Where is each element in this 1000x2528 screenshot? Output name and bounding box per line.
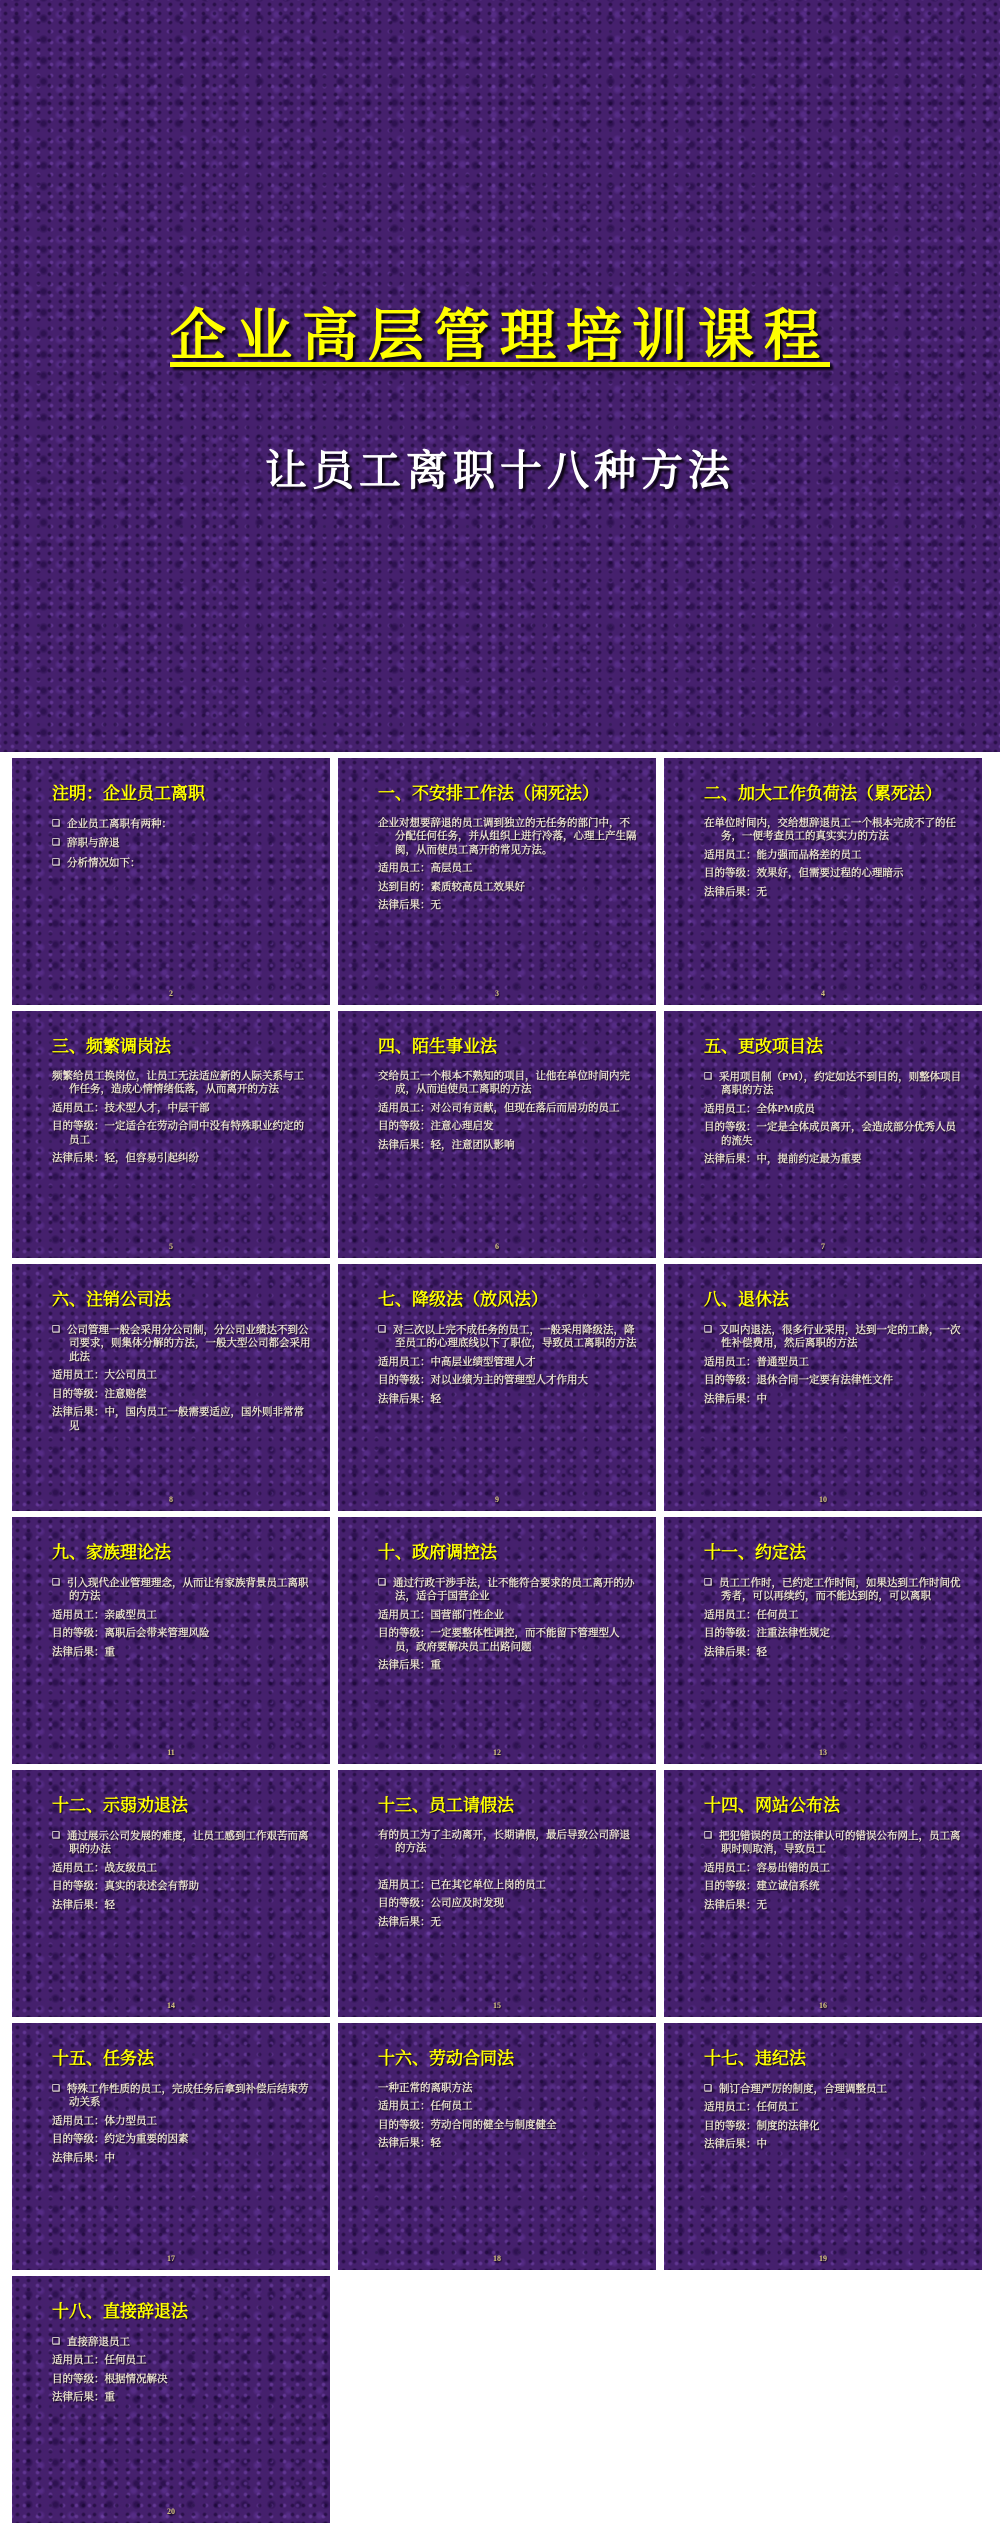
slide-text-line: [52, 1369, 314, 1383]
slide-text-line: [52, 1576, 314, 1604]
slide-text: 适用员工：任何员工: [704, 2102, 799, 2114]
slide-text-line: [378, 2100, 640, 2114]
slide-thumbnail-20[interactable]: [12, 2276, 330, 2523]
slide-text: 采用项目制（PM），约定如达不到目的，则整体项目离职的方法: [719, 1071, 962, 1097]
slide-text-line: [704, 1374, 966, 1388]
slide-text-line: [52, 1323, 314, 1365]
slide-text-line: [704, 2120, 966, 2134]
square-bullet-icon: ❑: [52, 2082, 61, 2093]
slide-text-line: [704, 2082, 966, 2097]
slide-thumbnail-13[interactable]: [664, 1517, 982, 1764]
slide-text-line: [52, 2152, 314, 2166]
slide-body: [52, 2082, 314, 2166]
slide-text-line: [704, 849, 966, 863]
slide-text-line: [378, 2119, 640, 2133]
slide-page-number: 16: [819, 2001, 827, 2010]
slide-text-line: [52, 856, 314, 871]
slide-text-line: [704, 1609, 966, 1623]
square-bullet-icon: ❑: [378, 1323, 387, 1334]
slide-text: 法律后果：轻: [52, 1899, 115, 1911]
slide-body: [378, 817, 640, 913]
slide-text-line: [378, 1627, 640, 1654]
slide-text: 目的等级：一定适合在劳动合同中没有特殊职业约定的员工: [52, 1121, 304, 1146]
slide-text-line: [378, 1879, 640, 1893]
slide-text-line: [704, 1393, 966, 1407]
slide-text: 适用员工：战友级员工: [52, 1862, 157, 1874]
slide-text: 直接辞退员工: [67, 2336, 130, 2348]
square-bullet-icon: ❑: [704, 1829, 713, 1840]
slide-page-number: 12: [493, 1748, 501, 1757]
slide-text: 目的等级：离职后会带来管理风险: [52, 1628, 210, 1640]
slide-text: 目的等级：一定要整体性调控，而不能留下管理型人员，政府要解决员工出路问题: [378, 1628, 620, 1653]
slide-text-line: [704, 817, 966, 844]
slide-text: 法律后果：轻，但容易引起纠纷: [52, 1153, 199, 1165]
slide-text: 适用员工：任何员工: [378, 2101, 473, 2113]
title-slide[interactable]: [0, 0, 1000, 752]
slide-text-line: [378, 1102, 640, 1116]
slide-text-line: [378, 1139, 640, 1153]
square-bullet-icon: ❑: [704, 2082, 713, 2093]
slide-title: 九、家族理论法: [52, 1543, 171, 1562]
slide-text: 适用员工：技术型人才，中层干部: [52, 1102, 210, 1114]
slide-text: 适用员工：高层员工: [378, 863, 473, 875]
slide-text: 适用员工：大公司员工: [52, 1370, 157, 1382]
square-bullet-icon: ❑: [378, 1576, 387, 1587]
slide-page-number: 3: [495, 989, 499, 998]
slide-thumbnail-15[interactable]: [338, 1770, 656, 2017]
slide-text-line: [704, 1646, 966, 1660]
slide-text-line: [52, 2082, 314, 2110]
slide-text: 法律后果：轻: [378, 1393, 441, 1405]
slide-body: [378, 1070, 640, 1153]
slide-text-line: [52, 1880, 314, 1894]
slide-text: 目的等级：制度的法律化: [704, 2120, 820, 2132]
slide-text-line: [378, 1323, 640, 1351]
slide-text: 适用员工：已在其它单位上岗的员工: [378, 1879, 546, 1891]
slide-text-line: [378, 1356, 640, 1370]
slide-text: 法律后果：无: [378, 1916, 441, 1928]
slide-text-line: [52, 1102, 314, 1116]
slide-text-line: [378, 1374, 640, 1388]
slide-title: 十四、网站公布法: [704, 1796, 840, 1815]
slide-text-line: [378, 1897, 640, 1911]
slide-text: 又叫内退法，很多行业采用，达到一定的工龄，一次性补偿费用，然后离职的方法: [719, 1324, 961, 1350]
slide-text-line: [378, 1659, 640, 1673]
slide-text-line: [704, 1323, 966, 1351]
slide-text-line: [52, 1120, 314, 1147]
slide-page-number: 5: [169, 1242, 173, 1251]
slide-text-line: [378, 1609, 640, 1623]
slide-text: 适用员工：亲戚型员工: [52, 1609, 157, 1621]
slide-text: 目的等级：效果好，但需要过程的心理暗示: [704, 868, 904, 880]
slide-title: 十六、劳动合同法: [378, 2049, 514, 2068]
slide-text: 目的等级：注意赔偿: [52, 1388, 147, 1400]
slide-text: 目的等级：退休合同一定要有法律性文件: [704, 1375, 893, 1387]
slide-text: 目的等级：根据情况解决: [52, 2373, 168, 2385]
slide-text: 公司管理一般会采用分公司制，分公司业绩达不到公司要求，则集体分解的方法，一般大型公司都会采用此法: [67, 1324, 311, 1363]
slide-body: [704, 1829, 966, 1913]
slide-page-number: 14: [167, 2001, 175, 2010]
slide-thumbnail-4[interactable]: [664, 758, 982, 1005]
slide-text: 适用员工：普通型员工: [704, 1356, 809, 1368]
slide-text: 目的等级：对以业绩为主的管理型人才作用大: [378, 1375, 588, 1387]
slide-title: 四、陌生事业法: [378, 1037, 497, 1056]
slide-title: 十七、违纪法: [704, 2049, 806, 2068]
slide-text: 目的等级：公司应及时发现: [378, 1898, 504, 1910]
slide-text: 达到目的：素质较高员工效果好: [378, 881, 525, 893]
slide-page-number: 9: [495, 1495, 499, 1504]
slide-text: 适用员工：对公司有贡献，但现在落后而居功的员工: [378, 1102, 620, 1114]
slide-text-line: [704, 1899, 966, 1913]
slide-text: 法律后果：无: [378, 900, 441, 912]
slide-thumbnail-18[interactable]: [338, 2023, 656, 2270]
slide-title: 五、更改项目法: [704, 1037, 823, 1056]
slide-text: 制订合理严厉的制度，合理调整员工: [719, 2083, 887, 2095]
slide-text-line: [378, 1861, 640, 1874]
slide-text: 适用员工：全体PM成员: [704, 1103, 815, 1115]
square-bullet-icon: ❑: [52, 817, 61, 828]
slide-page-number: 20: [167, 2507, 175, 2516]
slide-text: 目的等级：注意心理启发: [378, 1121, 494, 1133]
slide-text: 特殊工作性质的员工，完成任务后拿到补偿后结束劳动关系: [67, 2083, 309, 2109]
slide-text-line: [704, 2138, 966, 2152]
slide-body: [52, 1070, 314, 1166]
slide-page-number: 15: [493, 2001, 501, 2010]
slide-title: 十八、直接辞退法: [52, 2302, 188, 2321]
square-bullet-icon: ❑: [52, 1576, 61, 1587]
slide-text: 通过展示公司发展的难度，让员工感到工作艰苦而离职的办法: [67, 1830, 309, 1856]
slide-text-line: [704, 1121, 966, 1148]
slide-body: [378, 1829, 640, 1930]
slide-title: 六、注销公司法: [52, 1290, 171, 1309]
slide-thumbnail-16[interactable]: [664, 1770, 982, 2017]
slide-text-line: [52, 2354, 314, 2368]
slide-body: [704, 2082, 966, 2152]
slide-text-line: [52, 1609, 314, 1623]
slide-text-line: [52, 817, 314, 832]
slide-text: 适用员工：任何员工: [704, 1609, 799, 1621]
slide-page-number: 4: [821, 989, 825, 998]
slide-text-line: [52, 1152, 314, 1166]
slide-body: [704, 1576, 966, 1660]
slide-text-line: [704, 2101, 966, 2115]
slide-text-line: [704, 886, 966, 900]
slide-text-line: [378, 1576, 640, 1604]
slide-text: 目的等级：建立诚信系统: [704, 1881, 820, 1893]
slide-text-line: [378, 817, 640, 858]
slide-page-number: 17: [167, 2254, 175, 2263]
slide-text-line: [378, 862, 640, 876]
slide-title: 十、政府调控法: [378, 1543, 497, 1562]
slide-text-line: [52, 836, 314, 851]
slide-text-line: [52, 2115, 314, 2129]
slide-text: 适用员工：中高层业绩型管理人才: [378, 1356, 536, 1368]
slide-text: 企业员工离职有两种：: [67, 818, 172, 830]
presentation-title: 企业高层管理培训课程: [170, 306, 830, 368]
slide-text-line: [52, 1646, 314, 1660]
slide-title: 十一、约定法: [704, 1543, 806, 1562]
slide-text-line: [704, 1627, 966, 1641]
slide-page-number: 8: [169, 1495, 173, 1504]
slide-thumbnail-9[interactable]: [338, 1264, 656, 1511]
slide-text-line: [52, 1899, 314, 1913]
slide-text: 企业对想要辞退的员工调到独立的无任务的部门中，不分配任何任务，并从组织上进行冷落，心理上产生隔阂，从而使员工离开的常见方法。: [378, 817, 637, 856]
slide-text-line: [52, 2391, 314, 2405]
slide-title: 注明：企业员工离职: [52, 784, 205, 803]
slide-text: 一种正常的离职方法: [378, 2082, 473, 2094]
slide-body: [704, 817, 966, 900]
slide-text: 法律后果：重: [52, 2392, 115, 2404]
slide-text: 目的等级：劳动合同的健全与制度健全: [378, 2119, 557, 2131]
slide-thumbnail-5[interactable]: [12, 1011, 330, 1258]
slide-text-line: [378, 2137, 640, 2151]
slide-body: [378, 2082, 640, 2151]
slide-body: [52, 817, 314, 871]
slide-text-line: [52, 1070, 314, 1097]
square-bullet-icon: ❑: [52, 2335, 61, 2346]
slide-text: 法律后果：轻: [378, 2138, 441, 2150]
slide-page-number: 19: [819, 2254, 827, 2263]
slide-body: [378, 1323, 640, 1407]
slide-text: 法律后果：轻，注意团队影响: [378, 1139, 515, 1151]
slide-text-line: [378, 899, 640, 913]
slide-body: [704, 1070, 966, 1167]
slide-body: [52, 1323, 314, 1434]
slide-text-line: [704, 1862, 966, 1876]
slide-title: 八、退休法: [704, 1290, 789, 1309]
slide-page-number: 10: [819, 1495, 827, 1504]
slide-text: 在单位时间内，交给想辞退员工一个根本完成不了的任务，一便考查员工的真实实力的方法: [704, 817, 956, 843]
slide-text-line: [704, 867, 966, 881]
slide-text: 通过行政干涉手法，让不能符合要求的员工离开的办法，适合于国营企业: [393, 1577, 635, 1603]
slide-body: [378, 1576, 640, 1673]
slide-text-line: [52, 2335, 314, 2350]
slide-text: 引入现代企业管理理念，从而让有家族背景员工离职的方法: [67, 1577, 309, 1603]
square-bullet-icon: ❑: [704, 1576, 713, 1587]
square-bullet-icon: ❑: [704, 1323, 713, 1334]
slide-thumbnail-6[interactable]: [338, 1011, 656, 1258]
slide-text-line: [378, 1070, 640, 1097]
slide-text-line: [52, 1862, 314, 1876]
slide-text-line: [378, 1393, 640, 1407]
square-bullet-icon: ❑: [52, 856, 61, 867]
slide-body: [52, 1829, 314, 1913]
slide-text-line: [52, 2133, 314, 2147]
slide-text-line: [704, 1070, 966, 1098]
slide-text: 对三次以上完不成任务的员工，一般采用降级法，降至员工的心理底线以下了职位，导致员工离职的方法: [393, 1324, 637, 1350]
slide-text: 法律后果：轻: [704, 1646, 767, 1658]
slide-text: 法律后果：中: [704, 2139, 767, 2151]
slide-body: [52, 2335, 314, 2405]
slides-grid: [12, 758, 982, 2523]
slide-text: 目的等级：约定为重要的因素: [52, 2134, 189, 2146]
slide-thumbnail-8[interactable]: [12, 1264, 330, 1511]
slide-page-number: 18: [493, 2254, 501, 2263]
slide-text: 有的员工为了主动离开，长期请假，最后导致公司辞退的方法: [378, 1829, 630, 1855]
slide-thumbnail-12[interactable]: [338, 1517, 656, 1764]
slide-text: 法律后果：无: [704, 1899, 767, 1911]
slide-text: 适用员工：能力强而品格差的员工: [704, 849, 862, 861]
slide-text: 适用员工：容易出错的员工: [704, 1862, 830, 1874]
slide-text-line: [378, 1916, 640, 1930]
slide-text: 法律后果：中，提前约定最为重要: [704, 1154, 862, 1166]
slide-text-line: [704, 1829, 966, 1857]
slide-title: 二、加大工作负荷法（累死法）: [704, 784, 942, 803]
presentation-subtitle: 让员工离职十八种方法: [264, 449, 735, 495]
slide-text-line: [704, 1356, 966, 1370]
slide-text: 交给员工一个根本不熟知的项目，让他在单位时间内完成，从而迫使员工离职的方法: [378, 1070, 630, 1096]
slide-text-line: [704, 1576, 966, 1604]
slide-text-line: [52, 1406, 314, 1433]
slide-text: 适用员工：体力型员工: [52, 2115, 157, 2127]
slide-text-line: [52, 1388, 314, 1402]
slide-text: 法律后果：中: [704, 1393, 767, 1405]
slide-thumbnail-14[interactable]: [12, 1770, 330, 2017]
slide-title: 七、降级法（放风法）: [378, 1290, 548, 1309]
slide-text: 法律后果：重: [378, 1660, 441, 1672]
slide-page-number: 13: [819, 1748, 827, 1757]
slide-title: 一、不安排工作法（闲死法）: [378, 784, 599, 803]
slide-text: 辞职与辞退: [67, 838, 120, 850]
slide-thumbnail-7[interactable]: [664, 1011, 982, 1258]
slide-text-line: [52, 2373, 314, 2387]
slide-text-line: [704, 1103, 966, 1117]
slide-thumbnail-2[interactable]: [12, 758, 330, 1005]
slide-text-line: [704, 1880, 966, 1894]
slide-text-line: [378, 881, 640, 895]
slide-text-line: [378, 1120, 640, 1134]
slide-text: 把犯错误的员工的法律认可的错误公布网上，员工离职时则取消，导致员工: [719, 1830, 961, 1856]
slide-page-number: 6: [495, 1242, 499, 1251]
slide-title: 十二、示弱劝退法: [52, 1796, 188, 1815]
slide-text: 分析情况如下：: [67, 857, 141, 869]
slide-text-line: [378, 1829, 640, 1856]
slide-text: 法律后果：无: [704, 886, 767, 898]
slide-thumbnail-10[interactable]: [664, 1264, 982, 1511]
slide-body: [704, 1323, 966, 1407]
slide-text-line: [704, 1153, 966, 1167]
square-bullet-icon: ❑: [52, 1829, 61, 1840]
slide-body: [52, 1576, 314, 1660]
slide-thumbnail-3[interactable]: [338, 758, 656, 1005]
slide-text: 法律后果：中: [52, 2152, 115, 2164]
slide-page-number: 7: [821, 1242, 825, 1251]
slide-title: 十五、任务法: [52, 2049, 154, 2068]
slide-text: 适用员工：任何员工: [52, 2355, 147, 2367]
slide-text: 适用员工：国营部门性企业: [378, 1609, 504, 1621]
slide-page-number: 11: [167, 1748, 175, 1757]
slide-text: 法律后果：中，国内员工一般需要适应，国外则非常常见: [52, 1407, 304, 1432]
slide-text: 法律后果：重: [52, 1646, 115, 1658]
square-bullet-icon: ❑: [52, 1323, 61, 1334]
slide-thumbnail-19[interactable]: [664, 2023, 982, 2270]
slide-title: 十三、员工请假法: [378, 1796, 514, 1815]
slide-page-number: 2: [169, 989, 173, 998]
slide-text-line: [52, 1627, 314, 1641]
slide-text-line: [378, 2082, 640, 2096]
slide-title: 三、频繁调岗法: [52, 1037, 171, 1056]
slide-text: 频繁给员工换岗位，让员工无法适应新的人际关系与工作任务，造成心情情绪低落，从而离开的方法: [52, 1070, 304, 1096]
slide-thumbnail-17[interactable]: [12, 2023, 330, 2270]
slide-text: 目的等级：注重法律性规定: [704, 1628, 830, 1640]
slide-text: 目的等级：一定是全体成员离开，会造成部分优秀人员的流失: [704, 1122, 956, 1147]
square-bullet-icon: ❑: [52, 837, 61, 848]
slide-text-line: [52, 1829, 314, 1857]
square-bullet-icon: ❑: [704, 1070, 713, 1081]
slide-text: 员工工作时，已约定工作时间，如果达到工作时间优秀者，可以再续约，而不能达到的，可以离职: [719, 1577, 961, 1603]
slide-thumbnail-11[interactable]: [12, 1517, 330, 1764]
slide-text: 目的等级：真实的表述会有帮助: [52, 1881, 199, 1893]
